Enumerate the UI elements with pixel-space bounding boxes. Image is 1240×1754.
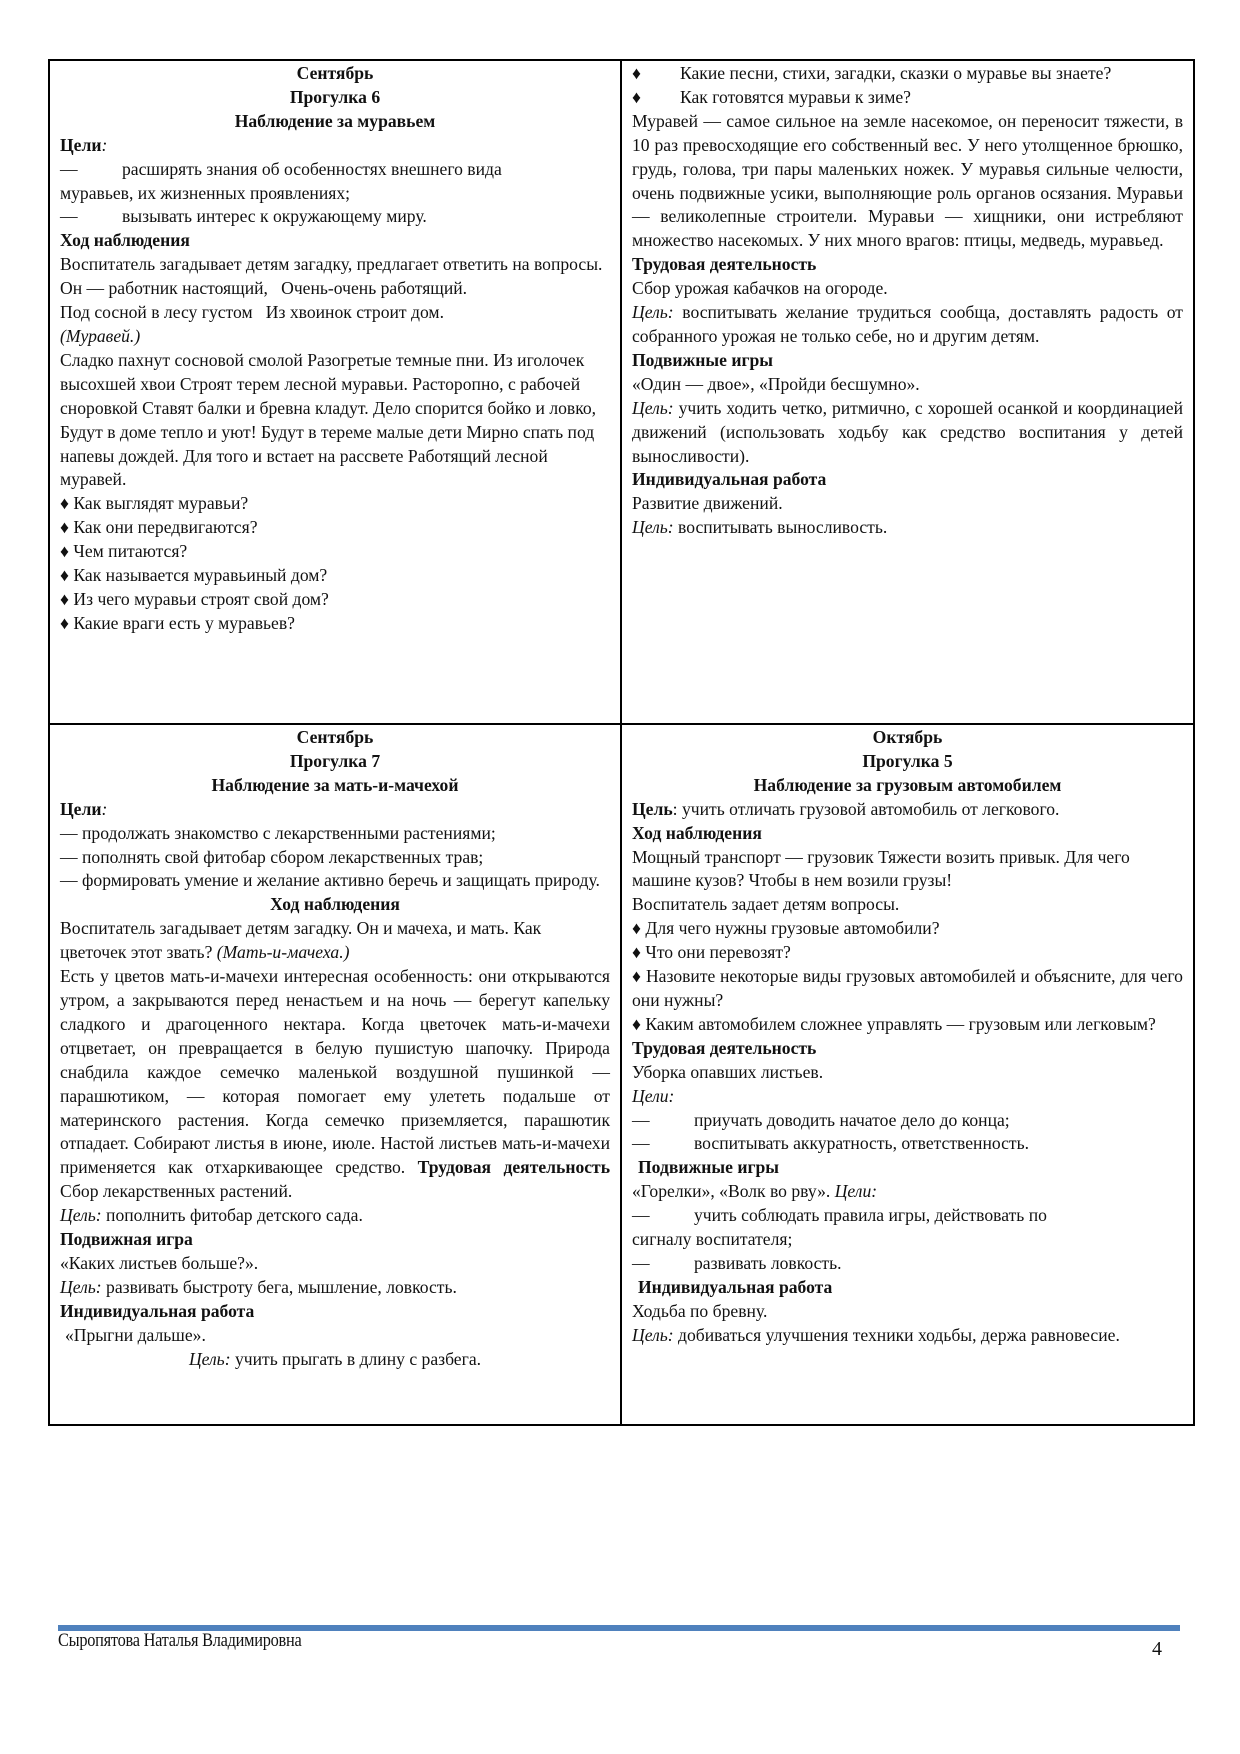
games-text: «Горелки», «Волк во рву». Цели: <box>632 1181 878 1202</box>
month-heading: Сентябрь <box>296 63 374 83</box>
games-heading: Подвижные игры <box>632 349 773 370</box>
diamond-bullet-icon: ♦ <box>632 942 641 963</box>
walk-number: Прогулка 5 <box>862 750 953 771</box>
goals-heading: Цели: <box>60 134 108 155</box>
intro-text: Воспитатель задает детям вопросы. <box>632 894 900 915</box>
individual-heading: Индивидуальная работа <box>632 469 827 490</box>
question-item: ♦ Какие песни, стихи, загадки, сказки о муравье вы знаете? <box>632 62 1183 86</box>
info-text: Муравей — самое сильное на земле насекомое, он переносит тяжести, в 10 раз превосходящие его собственный вес. У него утолщенное брюшко, грудь, голова, три пары маленьких ножек. У муравья сильные челюсти, очень подвижные усики, выполняющие роль органов осязания. Муравьи — великолепные строители. Муравьи — хищники, они истребляют множество насекомых. У них много врагов: птицы, медведь, муравьед. <box>632 110 1183 251</box>
question-item: ♦ Для чего нужны грузовые автомобили? <box>632 918 940 939</box>
games-goal: Цель: учить ходить четко, ритмично, с хорошей осанкой и координацией движений (использовать ходьбу как средство воспитания у детей выносливости). <box>632 397 1183 466</box>
individual-goal: Цель: добиваться улучшения техники ходьбы, держа равновесие. <box>632 1324 1120 1345</box>
intro-text: Воспитатель загадывает детям загадку, предлагает ответить на вопросы. <box>60 254 603 275</box>
walk-plan-table <box>48 59 1195 1426</box>
goal-item: — вызывать интерес к окружающему миру. <box>60 206 427 227</box>
individual-text: Развитие движений. <box>632 493 783 514</box>
labor-heading: Трудовая деятельность <box>632 254 817 275</box>
month-heading: Сентябрь <box>296 727 374 747</box>
question-item: ♦ Какие враги есть у муравьев? <box>60 612 295 633</box>
individual-goal: Цель: учить прыгать в длину с разбега. <box>188 1348 482 1369</box>
goal-item-continued: сигналу воспитателя; <box>632 1229 793 1250</box>
walk-title: Наблюдение за мать-и-мачехой <box>211 774 459 795</box>
goal-item: — формировать умение и желание активно беречь и защищать природу. <box>60 870 600 891</box>
diamond-bullet-icon: ♦ <box>60 565 69 586</box>
diamond-bullet-icon: ♦ <box>60 612 69 633</box>
individual-goal: Цель: воспитывать выносливость. <box>632 517 888 538</box>
diamond-bullet-icon: ♦ <box>632 918 641 939</box>
walk-number: Прогулка 7 <box>289 750 381 771</box>
diamond-bullet-icon: ♦ <box>632 966 642 987</box>
riddle-text: Мощный транспорт — грузовик Тяжести возить привык. Для чего машине кузов? Чтобы в нем возили грузы! <box>632 846 1130 891</box>
question-item: ♦ Как готовятся муравьи к зиме? <box>632 86 1183 110</box>
question-item: ♦ Что они перевозят? <box>632 942 791 963</box>
riddle-line: Он — работник настоящий, Очень-очень работящий. <box>60 278 468 299</box>
labor-text: Уборка опавших листьев. <box>632 1061 824 1082</box>
question-item: ♦ Назовите некоторые виды грузовых автомобилей и объясните, для чего они нужны? <box>632 966 1183 1010</box>
course-heading: Ход наблюдения <box>60 230 190 251</box>
games-text: «Один — двое», «Пройди бесшумно». <box>632 373 920 394</box>
labor-goal: Цель: пополнить фитобар детского сада. <box>60 1205 363 1226</box>
individual-text: «Прыгни дальше». <box>65 1324 206 1345</box>
goal-item: — воспитывать аккуратность, ответственность. <box>632 1133 1030 1154</box>
month-heading: Октябрь <box>872 727 943 747</box>
diamond-bullet-icon: ♦ <box>60 517 69 538</box>
cell-october-walk-5 <box>621 724 1194 1425</box>
question-item: ♦ Каким автомобилем сложнее управлять — грузовым или легковым? <box>632 1013 1156 1034</box>
cell-walk-6 <box>49 60 621 724</box>
info-text: Есть у цветов мать-и-мачехи интересная особенность: они открываются утром, а закрываются перед ненастьем и на ночь — берегут капельку сладкого и драгоценного нектара. Когда цветочек мать-и-мачехи отцветает, он превращается в белую пушистую шапочку. Природа снабдила каждое семечко маленькой воздушной пушинкой — парашютиком, — которая помогает ему улететь подальше от материнского растения. Когда семечко приземляется, парашютик отпадает. Собирают листья в июне, июле. Настой листьев мать-и-мачехи применяется как отхаркивающее средство. Трудовая деятельность Сбор лекарственных растений. <box>60 966 611 1202</box>
goal-item: — учить соблюдать правила игры, действовать по <box>632 1205 1047 1226</box>
walk-title: Наблюдение за муравьем <box>234 110 436 131</box>
cell-walk-6-continued <box>621 60 1194 724</box>
walk-number: Прогулка 6 <box>289 86 381 107</box>
game-goal: Цель: развивать быстроту бега, мышление, ловкость. <box>60 1276 457 1297</box>
goals-heading: Цели: <box>60 798 108 819</box>
labor-heading: Трудовая деятельность <box>632 1037 817 1058</box>
labor-text: Сбор урожая кабачков на огороде. <box>632 278 888 299</box>
question-item: ♦ Чем питаются? <box>60 541 188 562</box>
riddle-text: Воспитатель загадывает детям загадку. Он и мачеха, и мать. Как цветочек этот звать? (Мать-и-мачеха.) <box>60 918 542 963</box>
game-text: «Каких листьев больше?». <box>60 1252 259 1273</box>
diamond-bullet-icon: ♦ <box>632 63 641 83</box>
question-item: ♦ Как они передвигаются? <box>60 517 258 538</box>
page-number: 4 <box>1152 1638 1162 1660</box>
cell-walk-7 <box>49 724 621 1425</box>
riddle-answer: (Муравей.) <box>60 325 141 346</box>
table-row <box>49 60 1194 724</box>
goal-item-continued: муравьев, их жизненных проявлениях; <box>60 182 351 203</box>
walk-title: Наблюдение за грузовым автомобилем <box>753 774 1062 795</box>
question-item: ♦ Из чего муравьи строят свой дом? <box>60 588 329 609</box>
game-heading: Подвижная игра <box>60 1229 193 1250</box>
goal-item: — пополнять свой фитобар сбором лекарственных трав; <box>60 846 484 867</box>
individual-text: Ходьба по бревну. <box>632 1300 768 1321</box>
course-heading: Ход наблюдения <box>632 822 762 843</box>
diamond-bullet-icon: ♦ <box>632 86 641 107</box>
diamond-bullet-icon: ♦ <box>632 1013 641 1034</box>
labor-goal: Цель: воспитывать желание трудиться сообща, доставлять радость от собранного урожая не только себе, но и другим детям. <box>632 302 1184 346</box>
diamond-bullet-icon: ♦ <box>60 588 69 609</box>
individual-heading: Индивидуальная работа <box>638 1276 833 1297</box>
footer-author: Сыропятова Наталья Владимировна <box>58 1630 302 1651</box>
question-item: ♦ Как называется муравьиный дом? <box>60 565 328 586</box>
question-item: ♦ Как выглядят муравьи? <box>60 493 249 514</box>
riddle-line: Под сосной в лесу густом Из хвоинок строит дом. <box>60 302 444 323</box>
goal-item: — приучать доводить начатое дело до конца; <box>632 1109 1010 1130</box>
poem-text: Сладко пахнут сосновой смолой Разогретые темные пни. Из иголочек высохшей хвои Строят терем лесной муравьи. Расторопно, с рабочей сноровкой Ставят балки и бревна кладут. Дело спорится бойко и ловко, Будут в доме тепло и уют! Будут в тереме малые дети Мирно спать под напевы дождей. Для того и встает на рассвете Работящий лесной муравей. <box>60 349 597 490</box>
goals-heading: Цели: <box>632 1085 675 1106</box>
diamond-bullet-icon: ♦ <box>60 493 69 514</box>
course-heading: Ход наблюдения <box>270 894 400 915</box>
table-row <box>49 724 1194 1425</box>
goal-item: — развивать ловкость. <box>632 1252 842 1273</box>
diamond-bullet-icon: ♦ <box>60 541 69 562</box>
goal-item: — расширять знания об особенностях внешнего вида <box>60 158 502 179</box>
goal-line: Цель: учить отличать грузовой автомобиль от легкового. <box>632 798 1060 819</box>
games-heading: Подвижные игры <box>638 1157 779 1178</box>
goal-item: — продолжать знакомство с лекарственными растениями; <box>60 822 496 843</box>
individual-heading: Индивидуальная работа <box>60 1300 255 1321</box>
